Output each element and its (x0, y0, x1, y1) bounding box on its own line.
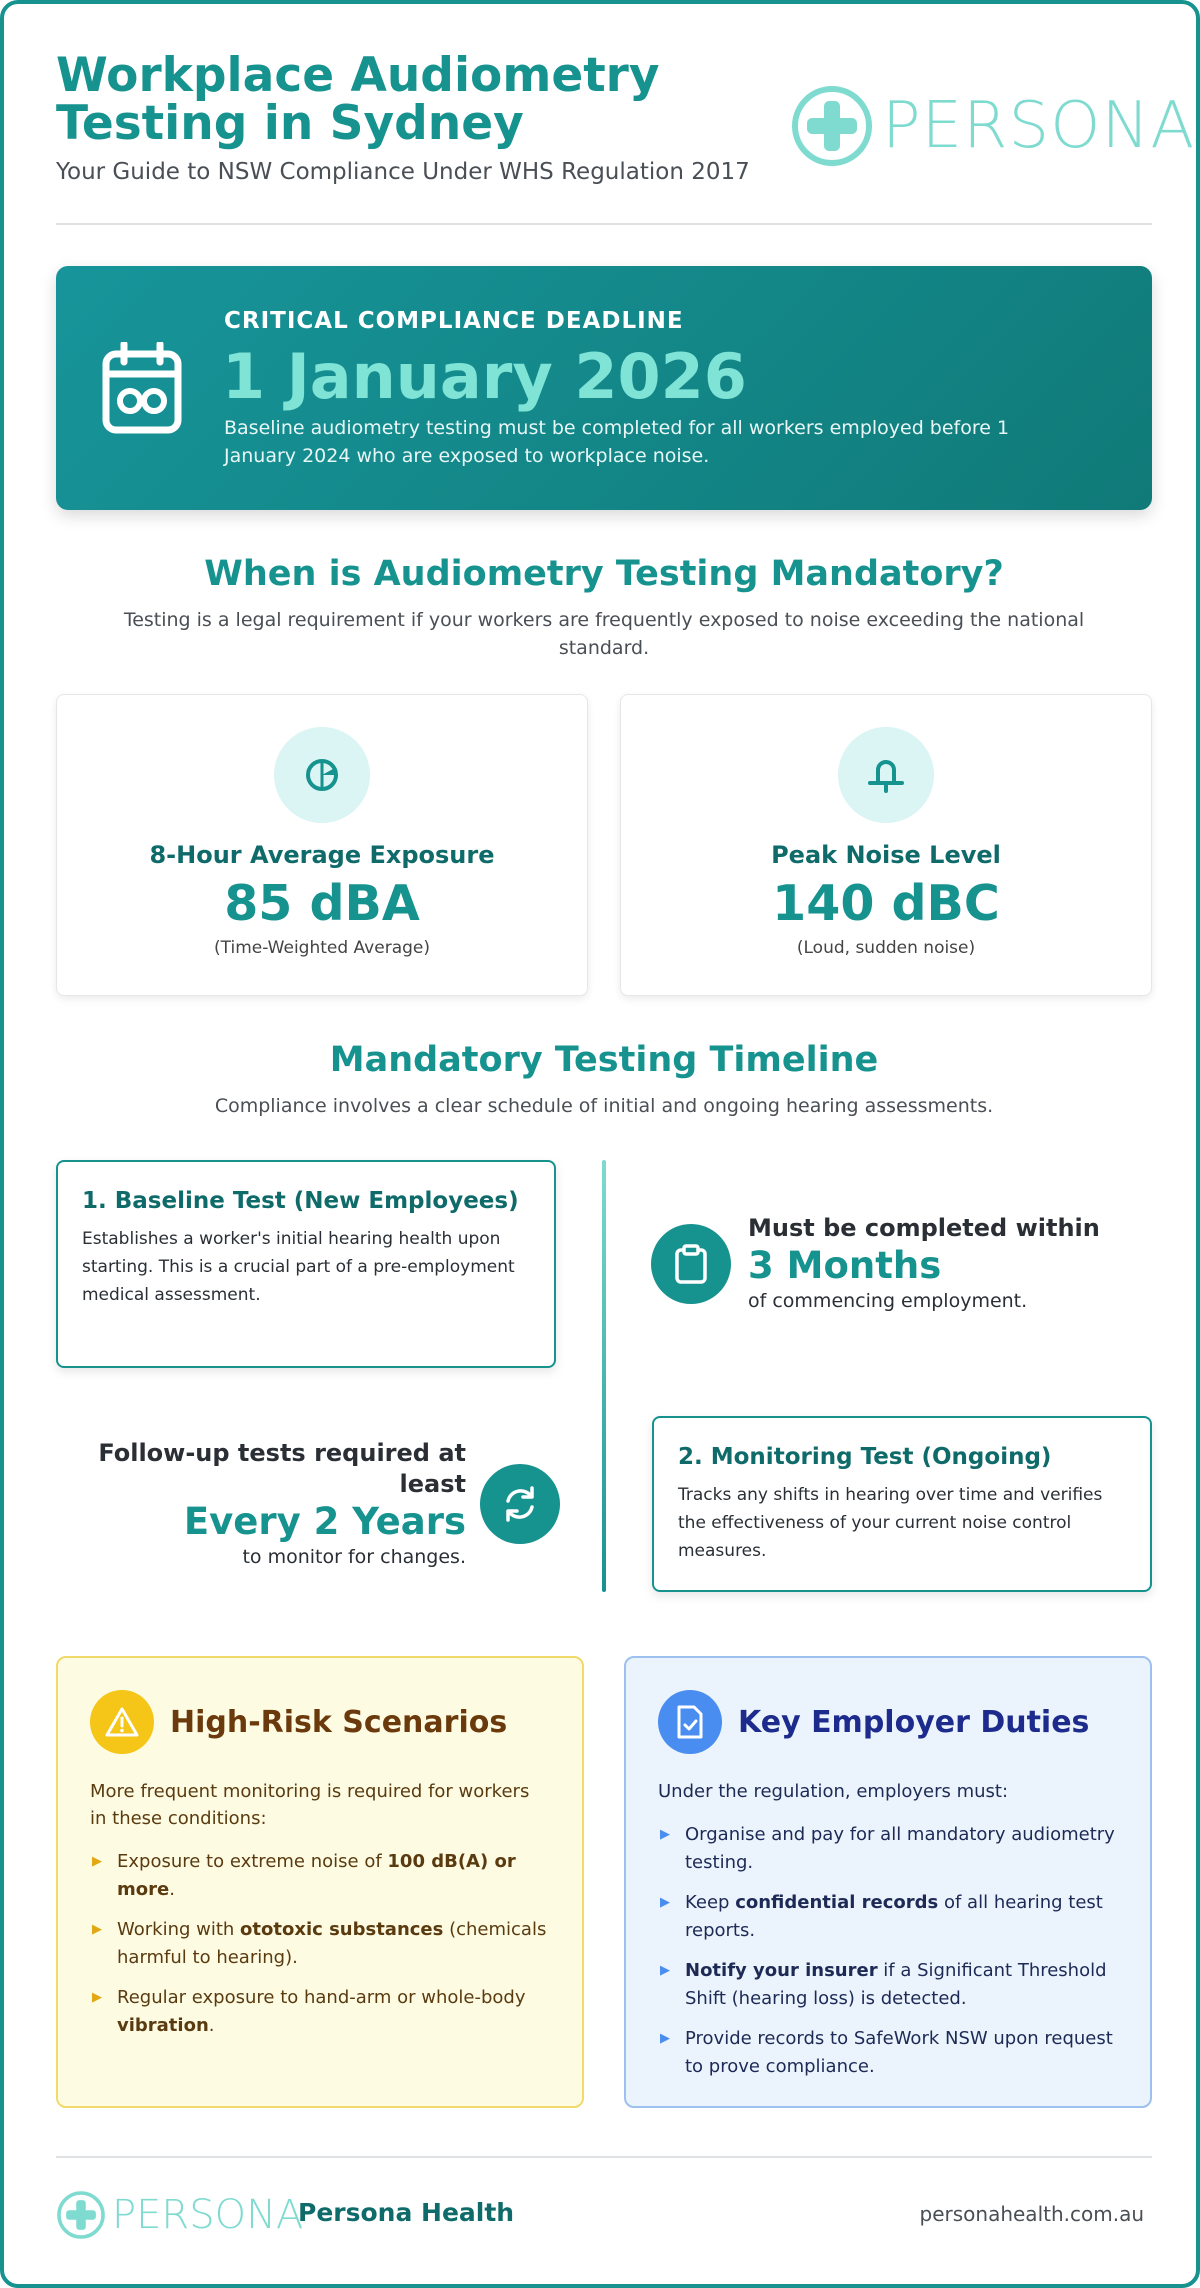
deadline-description: Baseline audiometry testing must be completed for all workers employed before 1 January 2024 who are exposed to workplace noise. (224, 417, 1010, 467)
monitoring-info-lead: Follow-up tests required at least (98, 1439, 466, 1498)
monitoring-info-tail: to monitor for changes. (242, 1546, 466, 1568)
list-item: ▶ Exposure to extreme noise of 100 dB(A) or more. (92, 1851, 516, 1900)
header-divider (56, 223, 1152, 225)
page-subtitle: Your Guide to NSW Compliance Under WHS Regulation 2017 (56, 159, 750, 185)
baseline-icon-badge (651, 1224, 731, 1304)
exposure-label: 8-Hour Average Exposure (149, 841, 495, 869)
list-item: ▶ Keep confidential records of all hearing test reports. (660, 1892, 1103, 1941)
baseline-test-box (56, 1160, 556, 1368)
list-item: ▶ Provide records to SafeWork NSW upon request to prove compliance. (660, 2028, 1113, 2077)
high-risk-intro: More frequent monitoring is required for workers in these conditions: (90, 1781, 530, 1829)
footer-website-link[interactable]: personahealth.com.au (919, 2202, 1144, 2226)
employer-duties-panel (624, 1656, 1152, 2108)
employer-duties-intro: Under the regulation, employers must: (658, 1781, 1009, 1802)
exposure-note: (Time-Weighted Average) (213, 938, 430, 958)
document-icon-badge (658, 1690, 722, 1754)
timeline-line (602, 1160, 606, 1592)
monitoring-body: Tracks any shifts in hearing over time and verifies the effectiveness of your current noise control measures. (678, 1485, 1103, 1561)
timeline-title: Mandatory Testing Timeline (329, 1040, 879, 1080)
deadline-date: 1 January 2026 (222, 340, 747, 413)
document-check-icon (675, 1704, 705, 1740)
high-risk-list (90, 1848, 550, 2040)
monitoring-info (66, 1438, 466, 1571)
baseline-info-lead: Must be completed within (748, 1214, 1100, 1242)
bell-icon (864, 753, 908, 797)
logo-wordmark: PERSONA (882, 89, 1196, 163)
exposure-icon-badge (274, 727, 370, 823)
clipboard-icon (674, 1244, 708, 1284)
footer-logo-wordmark: PERSONA (112, 2192, 304, 2238)
monitoring-info-period: Every 2 Years (183, 1500, 466, 1543)
baseline-body: Establishes a worker's initial hearing health upon starting. This is a crucial part of a pre-employment medical assessment. (82, 1229, 515, 1305)
monitoring-test-box (652, 1416, 1152, 1592)
employer-duties-list (658, 1821, 1118, 2081)
footer-divider (56, 2156, 1152, 2158)
list-item: ▶ Working with ototoxic substances (chemicals harmful to hearing). (92, 1919, 547, 1968)
peak-label: Peak Noise Level (771, 841, 1001, 869)
peak-note: (Loud, sudden noise) (796, 938, 976, 958)
mandatory-subtitle: Testing is a legal requirement if your workers are frequently exposed to noise exceeding the national standard. (123, 609, 1085, 659)
exposure-value: 85 dBA (224, 875, 420, 932)
medical-cross-icon (790, 84, 874, 168)
peak-value: 140 dBC (772, 875, 1000, 932)
warning-icon (104, 1706, 140, 1738)
high-risk-panel (56, 1656, 584, 2108)
clock-timer-icon (302, 755, 342, 795)
deadline-banner (56, 266, 1152, 510)
baseline-heading: 1. Baseline Test (New Employees) (82, 1188, 519, 1214)
refresh-icon (500, 1484, 540, 1524)
deadline-kicker: CRITICAL COMPLIANCE DEADLINE (224, 308, 684, 334)
medical-cross-icon (56, 2190, 106, 2240)
high-risk-title: High-Risk Scenarios (170, 1704, 508, 1740)
calendar-icon (102, 342, 182, 434)
monitoring-icon-badge (480, 1464, 560, 1544)
mandatory-title: When is Audiometry Testing Mandatory? (204, 554, 1004, 594)
baseline-info-tail: of commencing employment. (748, 1290, 1028, 1312)
baseline-info (748, 1213, 1128, 1315)
peak-icon-badge (838, 727, 934, 823)
warning-icon-badge (90, 1690, 154, 1754)
list-item: ▶ Notify your insurer if a Significant Threshold Shift (hearing loss) is detected. (660, 1960, 1107, 2009)
exposure-card (56, 694, 588, 996)
page-title: Workplace Audiometry Testing in Sydney (56, 48, 660, 151)
list-item: ▶ Regular exposure to hand-arm or whole-body vibration. (92, 1987, 526, 2036)
list-item: ▶ Organise and pay for all mandatory audiometry testing. (660, 1824, 1115, 1873)
footer-company-name: Persona Health (298, 2198, 515, 2227)
employer-duties-title: Key Employer Duties (738, 1704, 1090, 1740)
persona-logo[interactable] (790, 84, 1195, 168)
monitoring-heading: 2. Monitoring Test (Ongoing) (678, 1444, 1052, 1470)
timeline-subtitle: Compliance involves a clear schedule of initial and ongoing hearing assessments. (214, 1095, 994, 1117)
footer-logo[interactable] (56, 2190, 303, 2240)
peak-card (620, 694, 1152, 996)
baseline-info-period: 3 Months (748, 1244, 942, 1287)
